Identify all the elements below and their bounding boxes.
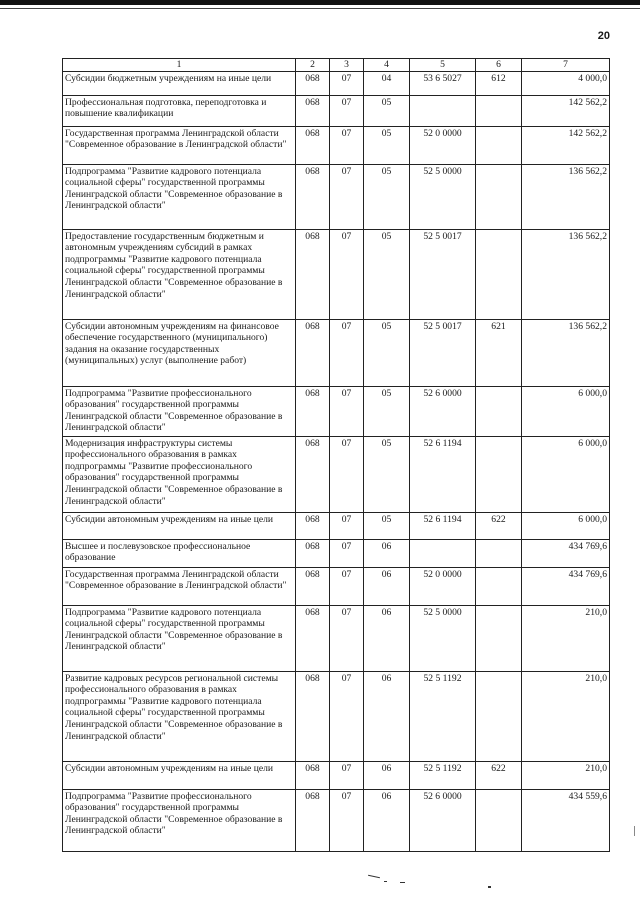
row-name-cell: Субсидии бюджетным учреждениям на иные цели (63, 71, 296, 95)
expense-type-cell (476, 164, 522, 229)
amount-cell: 136 562,2 (522, 319, 610, 386)
target-article-cell: 52 5 0000 (410, 605, 476, 671)
ministry-code-cell: 068 (296, 789, 330, 851)
section-code-cell: 07 (330, 319, 364, 386)
expense-type-cell (476, 671, 522, 761)
column-header: 6 (476, 59, 522, 72)
subsection-code-cell: 05 (364, 126, 410, 164)
target-article-cell: 52 6 1194 (410, 436, 476, 512)
ministry-code-cell: 068 (296, 386, 330, 436)
expense-type-cell: 621 (476, 319, 522, 386)
subsection-code-cell: 06 (364, 761, 410, 789)
header-row (63, 59, 610, 72)
row-name-cell: Профессиональная подготовка, переподготовка и повышение квалификации (63, 95, 296, 126)
amount-cell: 142 562,2 (522, 126, 610, 164)
row-name-cell: Предоставление государственным бюджетным и автономным учреждениям субсидий в рамках подпрограммы "Развитие кадрового потенциала социальной сферы" государственной программы Ленинградской области "Современное образование в Ленинградской области" (63, 229, 296, 319)
amount-cell: 4 000,0 (522, 71, 610, 95)
column-header: 2 (296, 59, 330, 72)
subsection-code-cell: 06 (364, 789, 410, 851)
row-name-cell: Субсидии автономным учреждениям на иные цели (63, 761, 296, 789)
subsection-code-cell: 06 (364, 567, 410, 605)
row-name-cell: Субсидии автономным учреждениям на финансовое обеспечение государственного (муниципального) задания на оказание государственных (муниципальных) услуг (выполнение работ) (63, 319, 296, 386)
row-name-cell: Государственная программа Ленинградской области "Современное образование в Ленинградской области" (63, 567, 296, 605)
ministry-code-cell: 068 (296, 319, 330, 386)
amount-cell: 6 000,0 (522, 386, 610, 436)
section-code-cell: 07 (330, 512, 364, 539)
column-header: 3 (330, 59, 364, 72)
page-number: 20 (597, 30, 610, 42)
section-code-cell: 07 (330, 229, 364, 319)
subsection-code-cell: 06 (364, 539, 410, 567)
table-row (63, 761, 610, 789)
section-code-cell: 07 (330, 567, 364, 605)
table-row (63, 605, 610, 671)
table-row (63, 164, 610, 229)
target-article-cell: 52 5 0017 (410, 229, 476, 319)
expense-type-cell (476, 95, 522, 126)
target-article-cell: 52 6 1194 (410, 512, 476, 539)
section-code-cell: 07 (330, 789, 364, 851)
amount-cell: 6 000,0 (522, 512, 610, 539)
target-article-cell: 52 5 1192 (410, 761, 476, 789)
subsection-code-cell: 05 (364, 95, 410, 126)
ministry-code-cell: 068 (296, 229, 330, 319)
subsection-code-cell: 05 (364, 229, 410, 319)
ministry-code-cell: 068 (296, 436, 330, 512)
subsection-code-cell: 05 (364, 164, 410, 229)
budget-table (62, 58, 610, 852)
target-article-cell: 52 5 0000 (410, 164, 476, 229)
column-header: 5 (410, 59, 476, 72)
ministry-code-cell: 068 (296, 761, 330, 789)
target-article-cell: 52 5 0017 (410, 319, 476, 386)
scan-speck (488, 886, 491, 888)
expense-type-cell (476, 126, 522, 164)
amount-cell: 210,0 (522, 605, 610, 671)
table-row (63, 229, 610, 319)
section-code-cell: 07 (330, 386, 364, 436)
section-code-cell: 07 (330, 761, 364, 789)
section-code-cell: 07 (330, 671, 364, 761)
ministry-code-cell: 068 (296, 567, 330, 605)
section-code-cell: 07 (330, 126, 364, 164)
expense-type-cell (476, 567, 522, 605)
target-article-cell: 53 6 5027 (410, 71, 476, 95)
target-article-cell: 52 6 0000 (410, 789, 476, 851)
expense-type-cell (476, 605, 522, 671)
scan-speck (384, 881, 387, 882)
section-code-cell: 07 (330, 539, 364, 567)
table-row (63, 436, 610, 512)
column-header: 7 (522, 59, 610, 72)
table-row (63, 319, 610, 386)
subsection-code-cell: 06 (364, 671, 410, 761)
scan-speck (368, 875, 380, 878)
subsection-code-cell: 05 (364, 436, 410, 512)
column-header: 1 (63, 59, 296, 72)
expense-type-cell: 622 (476, 761, 522, 789)
row-name-cell: Модернизация инфраструктуры системы профессионального образования в рамках подпрограммы "Развитие профессионального образования" государственной программы Ленинградской области "Современное образование в Ленинградской области" (63, 436, 296, 512)
amount-cell: 434 559,6 (522, 789, 610, 851)
row-name-cell: Развитие кадровых ресурсов региональной системы профессионального образования в рамках подпрограммы "Развитие кадрового потенциала социальной сферы" государственной программы Ленинградской области "Современное образование в Ленинградской области" (63, 671, 296, 761)
table-row (63, 512, 610, 539)
table-row (63, 671, 610, 761)
row-name-cell: Государственная программа Ленинградской области "Современное образование в Ленинградской области" (63, 126, 296, 164)
target-article-cell: 52 6 0000 (410, 386, 476, 436)
amount-cell: 210,0 (522, 761, 610, 789)
top-border-rule (0, 0, 640, 5)
section-code-cell: 07 (330, 95, 364, 126)
subsection-code-cell: 05 (364, 386, 410, 436)
expense-type-cell (476, 539, 522, 567)
amount-cell: 136 562,2 (522, 164, 610, 229)
section-code-cell: 07 (330, 605, 364, 671)
section-code-cell: 07 (330, 164, 364, 229)
expense-type-cell (476, 229, 522, 319)
expense-type-cell (476, 386, 522, 436)
ministry-code-cell: 068 (296, 95, 330, 126)
amount-cell: 434 769,6 (522, 567, 610, 605)
subsection-code-cell: 06 (364, 605, 410, 671)
expense-type-cell (476, 789, 522, 851)
row-name-cell: Подпрограмма "Развитие кадрового потенциала социальной сферы" государственной программы Ленинградской области "Современное образование в Ленинградской области" (63, 605, 296, 671)
column-header: 4 (364, 59, 410, 72)
target-article-cell: 52 0 0000 (410, 567, 476, 605)
row-name-cell: Подпрограмма "Развитие профессионального образования" государственной программы Ленинградской области "Современное образование в Ленинградской области" (63, 386, 296, 436)
ministry-code-cell: 068 (296, 512, 330, 539)
row-name-cell: Высшее и послевузовское профессиональное образование (63, 539, 296, 567)
ministry-code-cell: 068 (296, 605, 330, 671)
table-row (63, 71, 610, 95)
scan-speck (400, 882, 405, 883)
expense-type-cell: 612 (476, 71, 522, 95)
target-article-cell (410, 95, 476, 126)
ministry-code-cell: 068 (296, 164, 330, 229)
row-name-cell: Подпрограмма "Развитие кадрового потенциала социальной сферы" государственной программы Ленинградской области "Современное образование в Ленинградской области" (63, 164, 296, 229)
amount-cell: 136 562,2 (522, 229, 610, 319)
table-row (63, 539, 610, 567)
section-code-cell: 07 (330, 436, 364, 512)
subsection-code-cell: 04 (364, 71, 410, 95)
ministry-code-cell: 068 (296, 126, 330, 164)
table-row (63, 95, 610, 126)
amount-cell: 210,0 (522, 671, 610, 761)
subsection-code-cell: 05 (364, 319, 410, 386)
ministry-code-cell: 068 (296, 671, 330, 761)
amount-cell: 434 769,6 (522, 539, 610, 567)
scan-speck (634, 826, 635, 836)
target-article-cell (410, 539, 476, 567)
ministry-code-cell: 068 (296, 71, 330, 95)
subsection-code-cell: 05 (364, 512, 410, 539)
table-row (63, 386, 610, 436)
amount-cell: 6 000,0 (522, 436, 610, 512)
ministry-code-cell: 068 (296, 539, 330, 567)
target-article-cell: 52 5 1192 (410, 671, 476, 761)
row-name-cell: Субсидии автономным учреждениям на иные цели (63, 512, 296, 539)
expense-type-cell (476, 436, 522, 512)
target-article-cell: 52 0 0000 (410, 126, 476, 164)
table-row (63, 126, 610, 164)
top-border-thin-rule (0, 8, 640, 9)
table-row (63, 789, 610, 851)
amount-cell: 142 562,2 (522, 95, 610, 126)
section-code-cell: 07 (330, 71, 364, 95)
table-row (63, 567, 610, 605)
expense-type-cell: 622 (476, 512, 522, 539)
row-name-cell: Подпрограмма "Развитие профессионального образования" государственной программы Ленинградской области "Современное образование в Ленинградской области" (63, 789, 296, 851)
